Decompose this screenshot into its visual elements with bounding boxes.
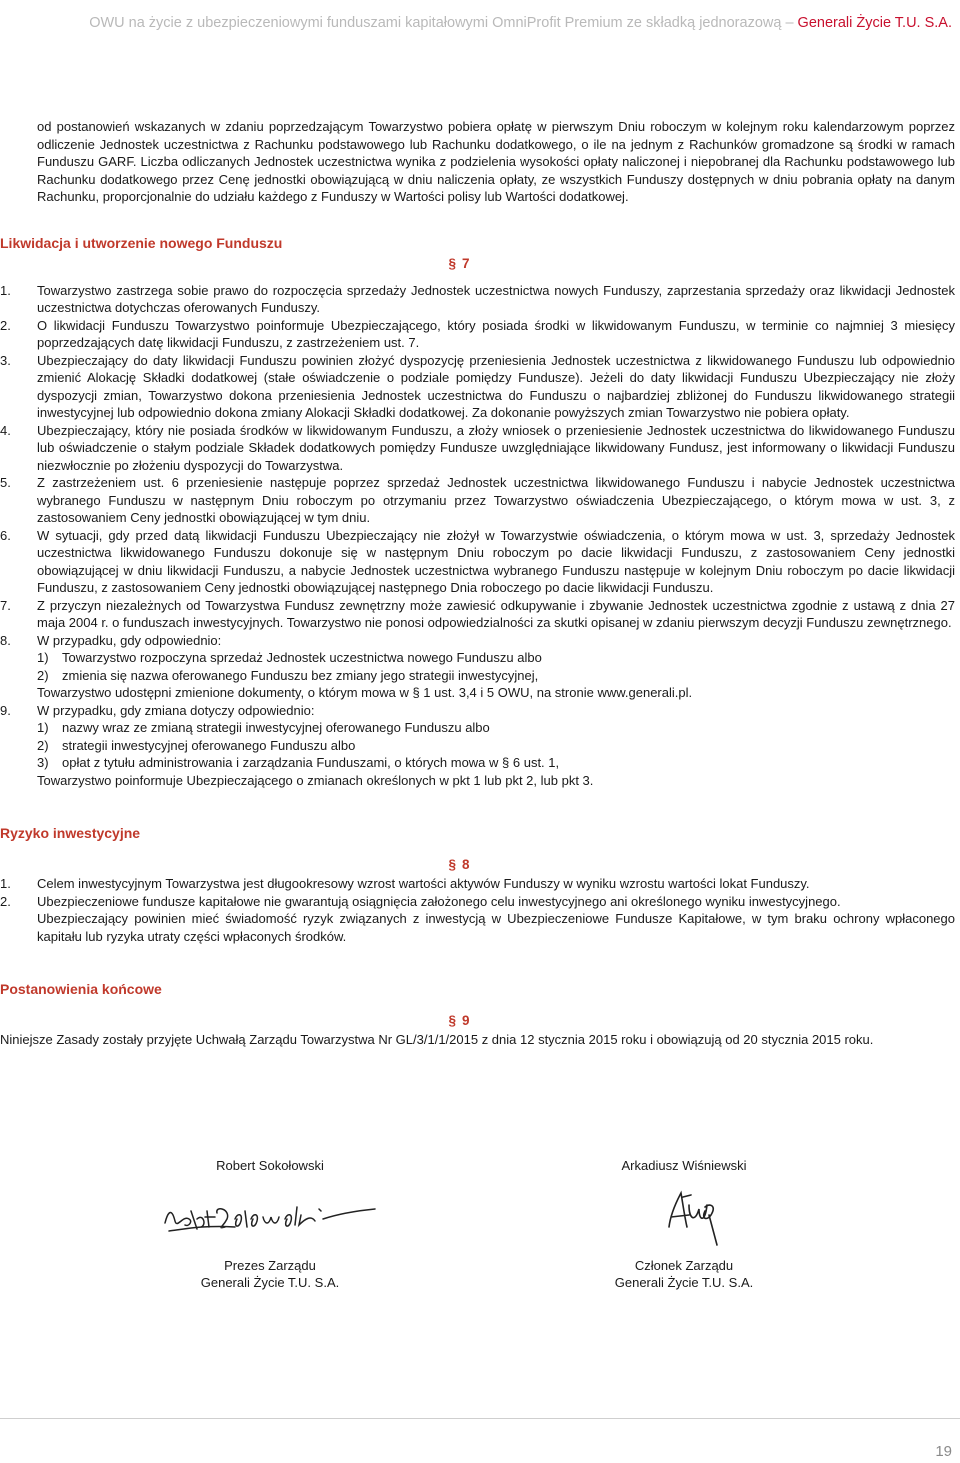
- handwritten-signature-icon: [559, 1175, 809, 1251]
- final-provisions-text: Niniejsze Zasady zostały przyjęte Uchwałą Zarządu Towarzystwa Nr GL/3/1/1/2015 z dnia 12 stycznia 2015 roku i obowiązują od 20 stycznia 2015 roku.: [0, 1032, 874, 1047]
- list-item: 7. Z przyczyn niezależnych od Towarzystwa Fundusz zewnętrzny może zawiesić odkupywanie i zbywanie Jednostek uczestnictwa zgodnie z ustawą z dnia 27 maja 2004 r. o funduszach inwestycyjnych. Towarzystwo nie ponosi odpowiedzialności za skutki opisanej w zdaniu pierwszym decyzji Funduszu zewnętrznego.: [0, 597, 955, 630]
- footer-divider: [0, 1418, 960, 1419]
- handwritten-signature-icon: [145, 1175, 395, 1251]
- section-8-list: [0, 875, 955, 945]
- list-item: 2. O likwidacji Funduszu Towarzystwo poinformuje Ubezpieczającego, który posiada środki w likwidowanym Funduszu, w terminie co najmniej 3 miesięcy poprzedzających datę likwidacji Funduszu, z zastrzeżeniem ust. 7.: [0, 317, 955, 350]
- document-body: [0, 118, 955, 1049]
- list-item: 1. Celem inwestycyjnym Towarzystwa jest długookresowy wzrost wartości aktywów Funduszy w wyniku wzrostu wartości lokat Funduszy.: [0, 876, 810, 891]
- list-item: 5. Z zastrzeżeniem ust. 6 przeniesienie następuje poprzez sprzedaż Jednostek uczestnictwa likwidowanego Funduszu i nabycie Jednostek uczestnictwa wybranego Funduszu w następnym Dniu roboczym po otrzymaniu przez Towarzystwo oświadczenia Ubezpieczającego, o którym mowa w ust. 3, z zastosowaniem Ceny jednostki obowiązującej w tym dniu.: [0, 475, 955, 525]
- list-item: 6. W sytuacji, gdy przed datą likwidacji Funduszu Ubezpieczający nie złożył w Towarzystwie oświadczenia, o którym mowa w ust. 3, sprzedaży Jednostek uczestnictwa likwidowanego Funduszu dokonuje się w następnym Dniu roboczym po dacie likwidacji Funduszu, z zastosowaniem Ceny jednostki obowiązującej w dniu likwidacji Funduszu, a nabycie Jednostek uczestnictwa wybranego Funduszu następuje w kolejnym Dniu roboczym po dacie likwidacji Funduszu, z zastosowaniem Ceny jednostki obowiązującej następnego Dnia roboczego po dacie likwidacji Funduszu.: [0, 527, 955, 595]
- signer-company: Generali Życie T.U. S.A.: [614, 1275, 754, 1290]
- list-item: 3. Ubezpieczający do daty likwidacji Funduszu powinien złożyć dyspozycję przeniesienia Jednostek uczestnictwa z likwidowanego Funduszu lub odpowiednio zmienić Alokację Składki dodatkowej (stałe oświadczenie o podziale pomiędzy Fundusze). Jeżeli do daty likwidacji Funduszu Ubezpieczający nie złoży dyspozycji zmian, Towarzystwo dokona przeniesienia Jednostek uczestnictwa do Funduszu o najbardziej zbliżonej do Funduszu likwidowanego strategii inwestycyjnej lub odpowiednio dokona zmiany Alokacji Składki dodatkowej. Za dokonanie powyższych zmian Towarzystwo nie pobiera opłaty.: [0, 352, 955, 420]
- signer-name: Robert Sokołowski: [216, 1158, 324, 1173]
- list-item: 8. W przypadku, gdy odpowiednio: 1) Towarzystwo rozpoczyna sprzedaż Jednostek uczestnictwa nowego Funduszu albo 2) zmienia się nazwa oferowanego Funduszu bez zmiany jego strategii inwestycyjnej, Towarzystwo udostępni zmienione dokumenty, o którym mowa w § 1 ust. 3,4 i 5 OWU, na stronie www.generali.pl.: [37, 632, 955, 702]
- header-title: OWU na życie z ubezpieczeniowymi funduszami kapitałowymi OmniProfit Premium ze składką jednorazową –: [89, 15, 798, 31]
- signature-block-right: [534, 1157, 834, 1292]
- signer-company: Generali Życie T.U. S.A.: [200, 1275, 340, 1290]
- section-number-9: § 9: [448, 1012, 470, 1028]
- list-item: 9. W przypadku, gdy zmiana dotyczy odpowiednio: 1) nazwy wraz ze zmianą strategii inwestycyjnej oferowanego Funduszu albo 2) strategii inwestycyjnej oferowanego Funduszu albo 3) opłat z tytułu administrowania i zarządzania Funduszami, o których mowa w § 6 ust. 1, Towarzystwo poinformuje Ubezpieczającego o zmianach określonych w pkt 1 lub pkt 2, lub pkt 3.: [37, 702, 955, 790]
- section-number-8: § 8: [448, 856, 470, 872]
- section-7-list: [0, 282, 955, 790]
- section-number-7: § 7: [448, 256, 470, 271]
- signature-block-left: [120, 1157, 420, 1292]
- section-title-risk: Ryzyko inwestycyjne: [0, 825, 141, 841]
- list-item: 4. Ubezpieczający, który nie posiada środków w likwidowanym Funduszu, a złoży wniosek o przeniesienie Jednostek uczestnictwa do likwidowanego Funduszu lub oświadczenie o stałym podziale Składek dodatkowych pomiędzy Fundusze uwzględniające likwidowany Fundusz, jest informowany o likwidacji Funduszu niezwłocznie po złożeniu dyspozycji do Towarzystwa.: [0, 422, 955, 473]
- sub-list-item: 1) nazwy wraz ze zmianą strategii inwestycyjnej oferowanego Funduszu albo: [37, 720, 490, 735]
- sub-list-item: 3) opłat z tytułu administrowania i zarządzania Funduszami, o których mowa w § 6 ust. 1,: [37, 755, 560, 770]
- sub-list-item: 1) Towarzystwo rozpoczyna sprzedaż Jednostek uczestnictwa nowego Funduszu albo: [37, 650, 542, 665]
- intro-paragraph: od postanowień wskazanych w zdaniu poprzedzającym Towarzystwo pobiera opłatę w pierwszym Dniu roboczym w kolejnym roku kalendarzowym poprzez odliczenie Jednostek uczestnictwa z Rachunku podstawowego lub Rachunku dodatkowego, o ile na jednym z Rachunków gromadzone są środki w ramach Funduszu GARF. Liczba odliczanych Jednostek uczestnictwa wynika z podzielenia wysokości opłaty naliczonej i niepobranej dla Rachunku podstawowego lub Rachunku dodatkowego przez Cenę jednostki obowiązującą w dniu naliczenia opłaty, ze wszystkich Funduszy dostępnych w dniu pobrania opłaty na danym Rachunku, proporcjonalnie do udziału każdego z Funduszy w Wartości polisy lub Wartości dodatkowej.: [37, 119, 955, 204]
- section-title-liquidation: Likwidacja i utworzenie nowego Funduszu: [0, 234, 283, 251]
- list-item: 1. Towarzystwo zastrzega sobie prawo do rozpoczęcia sprzedaży Jednostek uczestnictwa nowych Funduszy, zaprzestania sprzedaży oraz likwidacji Jednostek uczestnictwa dotychczas oferowanych Funduszy.: [0, 282, 955, 315]
- signer-role: Członek Zarządu: [634, 1257, 734, 1273]
- sub-list-item: 2) zmienia się nazwa oferowanego Funduszu bez zmiany jego strategii inwestycyjnej,: [37, 667, 539, 683]
- section-title-final: Postanowienia końcowe: [0, 981, 162, 997]
- signer-name: Arkadiusz Wiśniewski: [621, 1158, 747, 1173]
- running-header: [0, 0, 960, 52]
- signer-role: Prezes Zarządu: [224, 1257, 316, 1273]
- sub-list-item: 2) strategii inwestycyjnej oferowanego Funduszu albo: [37, 737, 356, 753]
- list-item: 2. Ubezpieczeniowe fundusze kapitałowe nie gwarantują osiągnięcia założonego celu inwestycyjnego ani określonego wyniku inwestycyjnego. Ubezpieczający powinien mieć świadomość ryzyk związanych z inwestycją w Ubezpieczeniowe Fundusze Kapitałowe, w tym braku ochrony wpłaconego kapitału lub ryzyka utraty części wpłaconych środków.: [0, 893, 955, 944]
- page-number: 19: [935, 1443, 952, 1460]
- header-brand: Generali Życie T.U. S.A.: [797, 15, 952, 31]
